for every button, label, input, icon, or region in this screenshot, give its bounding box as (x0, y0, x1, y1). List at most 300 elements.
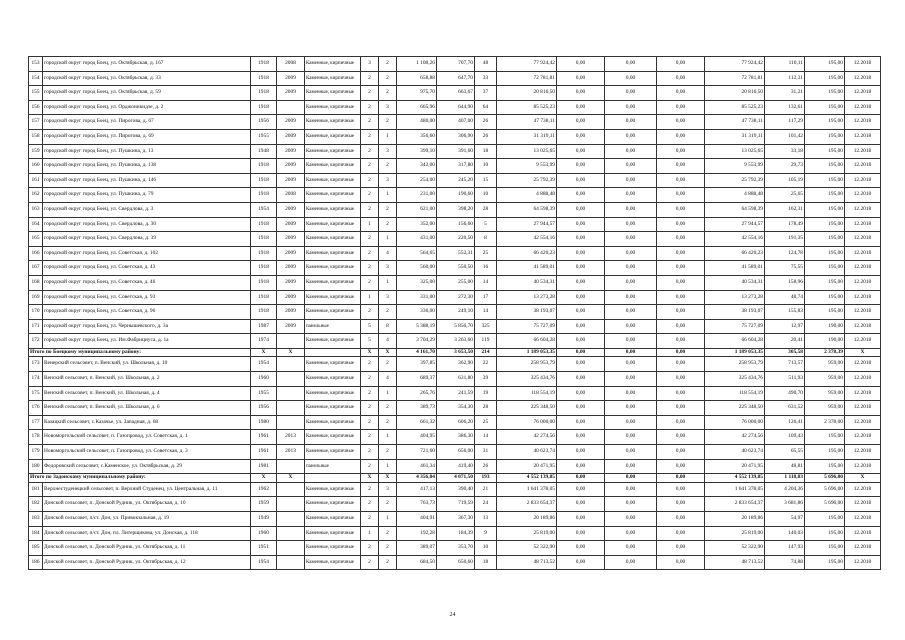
cell-norm: 195,00 (805, 173, 845, 188)
cell-no: 184 (29, 526, 43, 541)
cell-floors: 2 (361, 415, 379, 430)
cell-area: 4 161,70 (397, 348, 437, 357)
cell-f4: 1 641 378,05 (705, 482, 765, 497)
cell-f1: 0,00 (557, 173, 605, 188)
cell-floors: 2 (361, 188, 379, 203)
cell-spec: 631,52 (765, 401, 805, 416)
cell-wall: Каменные, кирпичные (305, 541, 361, 556)
cell-f3: 0,00 (657, 217, 705, 232)
cell-norm: 195,00 (805, 217, 845, 232)
cell-f2: 0,00 (605, 526, 657, 541)
cell-repaired: 2009 (277, 202, 305, 217)
cell-f2: 0,00 (605, 386, 657, 401)
cell-entrances: 3 (379, 144, 397, 159)
cell-living: 317,80 (437, 159, 475, 174)
cell-built: 1918 (251, 57, 277, 72)
cell-built: 1918 (251, 71, 277, 86)
cell-residents: 325 (475, 319, 497, 334)
cell-spec: 48,81 (765, 459, 805, 474)
table-row (29, 217, 881, 232)
cell-repaired (277, 386, 305, 401)
cell-living: 550,50 (437, 261, 475, 276)
cell-wall (305, 474, 361, 483)
cell-wall: Каменные, кирпичные (305, 512, 361, 527)
cell-repaired (277, 334, 305, 349)
cell-address: городской округ город Боец, ул. Советская, д. 46 (43, 275, 251, 290)
cell-wall: Каменные, кирпичные (305, 290, 361, 305)
cell-norm: 195,00 (805, 541, 845, 556)
table-row (29, 159, 881, 174)
cell-no: 171 (29, 319, 43, 334)
cell-no: 174 (29, 372, 43, 387)
cell-living: 4 071,50 (437, 474, 475, 483)
cell-f1: 0,00 (557, 357, 605, 372)
cell-wall: панельные (305, 459, 361, 474)
cell-date: 12.2018 (845, 57, 881, 72)
cell-f3: 0,00 (657, 57, 705, 72)
cell-f1: 0,00 (557, 512, 605, 527)
cell-repaired (277, 357, 305, 372)
cell-no: 180 (29, 459, 43, 474)
cell-address: Донской сельсовет, п/ст. Дон, пл. Литерщикова, ул. Донская, д. 118 (43, 526, 251, 541)
cell-entrances: 1 (379, 188, 397, 203)
cell-wall: Каменные, кирпичные (305, 334, 361, 349)
cell-cost: 20 816,50 (497, 86, 557, 101)
cell-cost: 1 189 053,35 (497, 348, 557, 357)
cell-address: Венский сельсовет, п. Венский, ул. Школьная, д. 2 (43, 372, 251, 387)
cell-entrances: 2 (379, 415, 397, 430)
cell-address: городской округ город Боец, ул. Советская, д. 96 (43, 305, 251, 320)
cell-f4: 20 471,95 (705, 459, 765, 474)
cell-built: X (251, 348, 277, 357)
cell-living: 390,40 (437, 482, 475, 497)
table-row (29, 144, 881, 159)
cell-f2: 0,00 (605, 541, 657, 556)
cell-built: 1918 (251, 159, 277, 174)
cell-spec: 117,29 (765, 115, 805, 130)
cell-area: 480,00 (397, 115, 437, 130)
cell-area: 560,00 (397, 261, 437, 276)
cell-entrances: 3 (379, 261, 397, 276)
cell-floors: 2 (361, 159, 379, 174)
cell-date: 12.2018 (845, 319, 881, 334)
cell-f1: 0,00 (557, 541, 605, 556)
cell-entrances: 2 (379, 159, 397, 174)
cell-residents: 17 (475, 290, 497, 305)
cell-entrances: 1 (379, 275, 397, 290)
cell-area: 356,60 (397, 129, 437, 144)
cell-cost: 27 944,57 (497, 217, 557, 232)
cell-residents: 37 (475, 86, 497, 101)
cell-repaired: 2008 (277, 188, 305, 203)
cell-f1: 0,00 (557, 246, 605, 261)
cell-f4: 72 781,81 (705, 71, 765, 86)
cell-f4: 2 833 654,37 (705, 497, 765, 512)
cell-residents: 193 (475, 474, 497, 483)
cell-repaired: X (277, 474, 305, 483)
cell-f1: 0,00 (557, 144, 605, 159)
cell-repaired: 2009 (277, 290, 305, 305)
cell-residents: 18 (475, 144, 497, 159)
cell-f1: 0,00 (557, 261, 605, 276)
cell-entrances: 2 (379, 445, 397, 460)
cell-f4: 38 193,07 (705, 305, 765, 320)
cell-repaired (277, 482, 305, 497)
cell-residents: 16 (475, 261, 497, 276)
table-row (29, 100, 881, 115)
cell-address: городской округ город Боец, ул. Советская, д. 93 (43, 290, 251, 305)
cell-f2: 0,00 (605, 129, 657, 144)
cell-f1: 0,00 (557, 319, 605, 334)
cell-cost: 25 819,00 (497, 526, 557, 541)
cell-norm: 195,00 (805, 430, 845, 445)
cell-date: 12.2018 (845, 115, 881, 130)
cell-f3: 0,00 (657, 275, 705, 290)
cell-wall: Каменные, кирпичные (305, 144, 361, 159)
cell-date: 12.2018 (845, 129, 881, 144)
cell-f1: 0,00 (557, 100, 605, 115)
cell-norm: 195,00 (805, 202, 845, 217)
table-row (29, 482, 881, 497)
cell-area: 352,00 (397, 217, 437, 232)
cell-address: Верхнестуденецкий сельсовет, п. Верхний Студенец, ул. Центральная, д. 11 (43, 482, 251, 497)
cell-address: городской округ город Боец, ул. Им.Фабрициуса, д. 1а (43, 334, 251, 349)
cell-built: 1956 (251, 401, 277, 416)
cell-built: 1918 (251, 100, 277, 115)
cell-area: 404,91 (397, 512, 437, 527)
cell-area: 389,07 (397, 541, 437, 556)
cell-f3: 0,00 (657, 188, 705, 203)
cell-f3: 0,00 (657, 129, 705, 144)
cell-no: 170 (29, 305, 43, 320)
cell-date: 12.2018 (845, 526, 881, 541)
table-row (29, 290, 881, 305)
cell-entrances: 2 (379, 401, 397, 416)
cell-floors: 2 (361, 86, 379, 101)
cell-entrances: 1 (379, 129, 397, 144)
cell-f3: 0,00 (657, 541, 705, 556)
cell-floors: 5 (361, 319, 379, 334)
cell-f1: 0,00 (557, 275, 605, 290)
cell-f2: 0,00 (605, 445, 657, 460)
cell-date: 12.2018 (845, 71, 881, 86)
cell-spec: 33,18 (765, 144, 805, 159)
cell-f3: 0,00 (657, 386, 705, 401)
cell-wall: Каменные, кирпичные (305, 100, 361, 115)
cell-area: 1 108,26 (397, 57, 437, 72)
cell-wall: Каменные, кирпичные (305, 497, 361, 512)
cell-cost: 77 924,42 (497, 57, 557, 72)
cell-date: 12.2018 (845, 445, 881, 460)
cell-f4: 118 554,19 (705, 386, 765, 401)
cell-f2: 0,00 (605, 305, 657, 320)
cell-entrances: X (379, 474, 397, 483)
cell-built: 1918 (251, 173, 277, 188)
cell-no: 166 (29, 246, 43, 261)
cell-residents: 18 (475, 555, 497, 570)
cell-repaired (277, 401, 305, 416)
cell-cost: 85 525,23 (497, 100, 557, 115)
cell-area: 975,70 (397, 86, 437, 101)
cell-built: 1962 (251, 482, 277, 497)
cell-living: 353,70 (437, 541, 475, 556)
cell-built: 1954 (251, 202, 277, 217)
cell-living: 362,90 (437, 357, 475, 372)
cell-address: Новоморгольский сельсовет, п. Газопровод, ул. Советская, д. 1 (43, 430, 251, 445)
cell-norm: 2 378,39 (805, 348, 845, 357)
cell-floors: 2 (361, 129, 379, 144)
cell-f3: 0,00 (657, 246, 705, 261)
cell-norm: 5 696,00 (805, 482, 845, 497)
cell-living: 255,00 (437, 275, 475, 290)
cell-norm: 195,00 (805, 246, 845, 261)
cell-living: 367,30 (437, 512, 475, 527)
cell-cost: 40 534,31 (497, 275, 557, 290)
cell-address: городской округ город Боец, ул. Пирогова, д. 69 (43, 129, 251, 144)
cell-floors: 1 (361, 217, 379, 232)
cell-f4: 42 554,16 (705, 232, 765, 247)
cell-spec: 109,43 (765, 430, 805, 445)
cell-cost: 325 434,76 (497, 372, 557, 387)
cell-residents: 39 (475, 372, 497, 387)
cell-norm: 195,00 (805, 555, 845, 570)
cell-floors: 2 (361, 555, 379, 570)
cell-built: 1918 (251, 246, 277, 261)
cell-floors: 2 (361, 497, 379, 512)
cell-repaired: 2009 (277, 86, 305, 101)
cell-f4: 20 816,50 (705, 86, 765, 101)
cell-cost: 48 713,52 (497, 555, 557, 570)
cell-f4: 20 189,86 (705, 512, 765, 527)
cell-f2: 0,00 (605, 474, 657, 483)
cell-residents: 22 (475, 357, 497, 372)
cell-f1: 0,00 (557, 115, 605, 130)
cell-entrances: 2 (379, 202, 397, 217)
cell-f2: 0,00 (605, 348, 657, 357)
cell-repaired: 2009 (277, 261, 305, 276)
cell-f3: 0,00 (657, 415, 705, 430)
cell-residents: 26 (475, 115, 497, 130)
cell-repaired: 2009 (277, 275, 305, 290)
cell-address: городской округ город Боец, ул. Орджоникидзе, д. 2 (43, 100, 251, 115)
cell-built: 1981 (251, 459, 277, 474)
cell-cost: 76 000,00 (497, 415, 557, 430)
cell-residents: 5 (475, 217, 497, 232)
cell-spec: 105,19 (765, 173, 805, 188)
cell-spec: 124,78 (765, 246, 805, 261)
cell-norm: 195,00 (805, 188, 845, 203)
cell-f3: 0,00 (657, 372, 705, 387)
cell-floors: X (361, 474, 379, 483)
cell-floors: 2 (361, 246, 379, 261)
cell-f4: 31 319,11 (705, 129, 765, 144)
cell-spec: 74,88 (765, 555, 805, 570)
cell-f1: 0,00 (557, 474, 605, 483)
cell-f2: 0,00 (605, 482, 657, 497)
cell-f1: 0,00 (557, 202, 605, 217)
cell-f3: 0,00 (657, 144, 705, 159)
cell-cost: 13 025,65 (497, 144, 557, 159)
cell-spec: 191,35 (765, 232, 805, 247)
cell-spec: 1 118,03 (765, 474, 805, 483)
cell-cost: 20 189,86 (497, 512, 557, 527)
cell-date: 12.2018 (845, 261, 881, 276)
cell-wall: панельные (305, 319, 361, 334)
cell-area: 389,73 (397, 401, 437, 416)
cell-address: Федоровский сельсовет, с.Каменское, ул. Октябрьская, д. 29 (43, 459, 251, 474)
cell-address: городской округ город Боец, ул. Пирогова, д. 67 (43, 115, 251, 130)
cell-area: 331,00 (397, 290, 437, 305)
cell-f4: 75 727,09 (705, 319, 765, 334)
cell-norm: 959,00 (805, 401, 845, 416)
cell-date: 12.2018 (845, 217, 881, 232)
cell-f3: 0,00 (657, 261, 705, 276)
cell-entrances: 3 (379, 482, 397, 497)
cell-wall (305, 348, 361, 357)
cell-f4: 77 924,42 (705, 57, 765, 72)
cell-date: 12.2018 (845, 497, 881, 512)
cell-entrances: 4 (379, 246, 397, 261)
cell-repaired (277, 555, 305, 570)
cell-residents: 33 (475, 71, 497, 86)
cell-built: 1960 (251, 526, 277, 541)
cell-spec: 54,97 (765, 512, 805, 527)
cell-floors: 2 (361, 232, 379, 247)
cell-spec: 713,57 (765, 357, 805, 372)
cell-entrances: 3 (379, 173, 397, 188)
cell-date: 12.2018 (845, 173, 881, 188)
cell-f4: 325 434,76 (705, 372, 765, 387)
table-row (29, 401, 881, 416)
cell-f2: 0,00 (605, 357, 657, 372)
table-body (29, 57, 881, 570)
cell-address: Донской сельсовет, п. Донской Рудник, ул. Октябрьская, д. 11 (43, 541, 251, 556)
cell-f2: 0,00 (605, 401, 657, 416)
cell-f1: 0,00 (557, 188, 605, 203)
cell-f2: 0,00 (605, 430, 657, 445)
subtotal-label: Итого по Боецкому муниципальному району: (29, 348, 251, 357)
cell-entrances: 1 (379, 430, 397, 445)
cell-area: 397,85 (397, 357, 437, 372)
cell-built: 1955 (251, 386, 277, 401)
subtotal-row (29, 348, 881, 357)
cell-repaired (277, 541, 305, 556)
cell-entrances: 2 (379, 115, 397, 130)
table-row (29, 430, 881, 445)
table-row (29, 115, 881, 130)
cell-wall: Каменные, кирпичные (305, 217, 361, 232)
cell-residents: 8 (475, 232, 497, 247)
cell-date: 12.2018 (845, 555, 881, 570)
cell-f4: 40 623,74 (705, 445, 765, 460)
cell-f2: 0,00 (605, 232, 657, 247)
table-row (29, 497, 881, 512)
cell-date: X (845, 348, 881, 357)
cell-f1: 0,00 (557, 445, 605, 460)
cell-address: Венерский сельсовет, п. Венский, ул. Школьная, д. 10 (43, 357, 251, 372)
cell-f1: 0,00 (557, 555, 605, 570)
cell-repaired: X (277, 348, 305, 357)
cell-f4: 76 000,00 (705, 415, 765, 430)
table-row (29, 459, 881, 474)
cell-cost: 13 273,28 (497, 290, 557, 305)
cell-f1: 0,00 (557, 129, 605, 144)
cell-wall: Каменные, кирпичные (305, 275, 361, 290)
cell-repaired: 2008 (277, 57, 305, 72)
cell-no: 168 (29, 275, 43, 290)
cell-living: 606,20 (437, 415, 475, 430)
table-row (29, 526, 881, 541)
cell-f2: 0,00 (605, 415, 657, 430)
cell-cost: 4 888,48 (497, 188, 557, 203)
cell-no: 163 (29, 202, 43, 217)
cell-spec: 101,42 (765, 129, 805, 144)
cell-floors: X (361, 348, 379, 357)
cell-f2: 0,00 (605, 86, 657, 101)
table-row (29, 86, 881, 101)
cell-entrances: 2 (379, 57, 397, 72)
cell-f3: 0,00 (657, 100, 705, 115)
cell-address: городской округ город Боец, ул. Пушкина, д. 138 (43, 159, 251, 174)
cell-f3: 0,00 (657, 319, 705, 334)
cell-f3: 0,00 (657, 430, 705, 445)
cell-area: 689,37 (397, 372, 437, 387)
cell-f3: 0,00 (657, 173, 705, 188)
cell-f3: 0,00 (657, 290, 705, 305)
cell-f3: 0,00 (657, 357, 705, 372)
cell-residents: 13 (475, 512, 497, 527)
cell-date: 12.2018 (845, 357, 881, 372)
cell-no: 178 (29, 430, 43, 445)
table-row (29, 319, 881, 334)
cell-wall: Каменные, кирпичные (305, 57, 361, 72)
cell-wall: Каменные, кирпичные (305, 202, 361, 217)
cell-built: 1918 (251, 275, 277, 290)
cell-f3: 0,00 (657, 86, 705, 101)
cell-wall: Каменные, кирпичные (305, 415, 361, 430)
cell-date: 12.2018 (845, 100, 881, 115)
cell-floors: 2 (361, 202, 379, 217)
cell-date: 12.2018 (845, 246, 881, 261)
cell-living: 156,60 (437, 217, 475, 232)
cell-date: 12.2018 (845, 188, 881, 203)
cell-wall: Каменные, кирпичные (305, 261, 361, 276)
cell-f4: 42 274,56 (705, 430, 765, 445)
cell-address: городской округ город Боец, ул. Советская, д. 102 (43, 246, 251, 261)
cell-f3: 0,00 (657, 232, 705, 247)
cell-date: 12.2018 (845, 159, 881, 174)
cell-f2: 0,00 (605, 144, 657, 159)
cell-living: 656,00 (437, 445, 475, 460)
cell-area: 721,60 (397, 445, 437, 460)
cell-norm: 5 696,00 (805, 497, 845, 512)
cell-area: 658,88 (397, 71, 437, 86)
cell-built: 1980 (251, 415, 277, 430)
subtotal-label: Итого по Задонскому муниципальному району: (29, 474, 251, 483)
page-number: 24 (449, 612, 456, 618)
cell-entrances: 1 (379, 232, 397, 247)
cell-date: 12.2018 (845, 290, 881, 305)
cell-norm: 195,00 (805, 445, 845, 460)
cell-cost: 38 193,07 (497, 305, 557, 320)
cell-built: 1918 (251, 261, 277, 276)
cell-residents: 119 (475, 334, 497, 349)
cell-spec: 20,41 (765, 334, 805, 349)
cell-entrances: 2 (379, 541, 397, 556)
cell-living: 249,10 (437, 305, 475, 320)
cell-floors: 2 (361, 541, 379, 556)
cell-f3: 0,00 (657, 348, 705, 357)
